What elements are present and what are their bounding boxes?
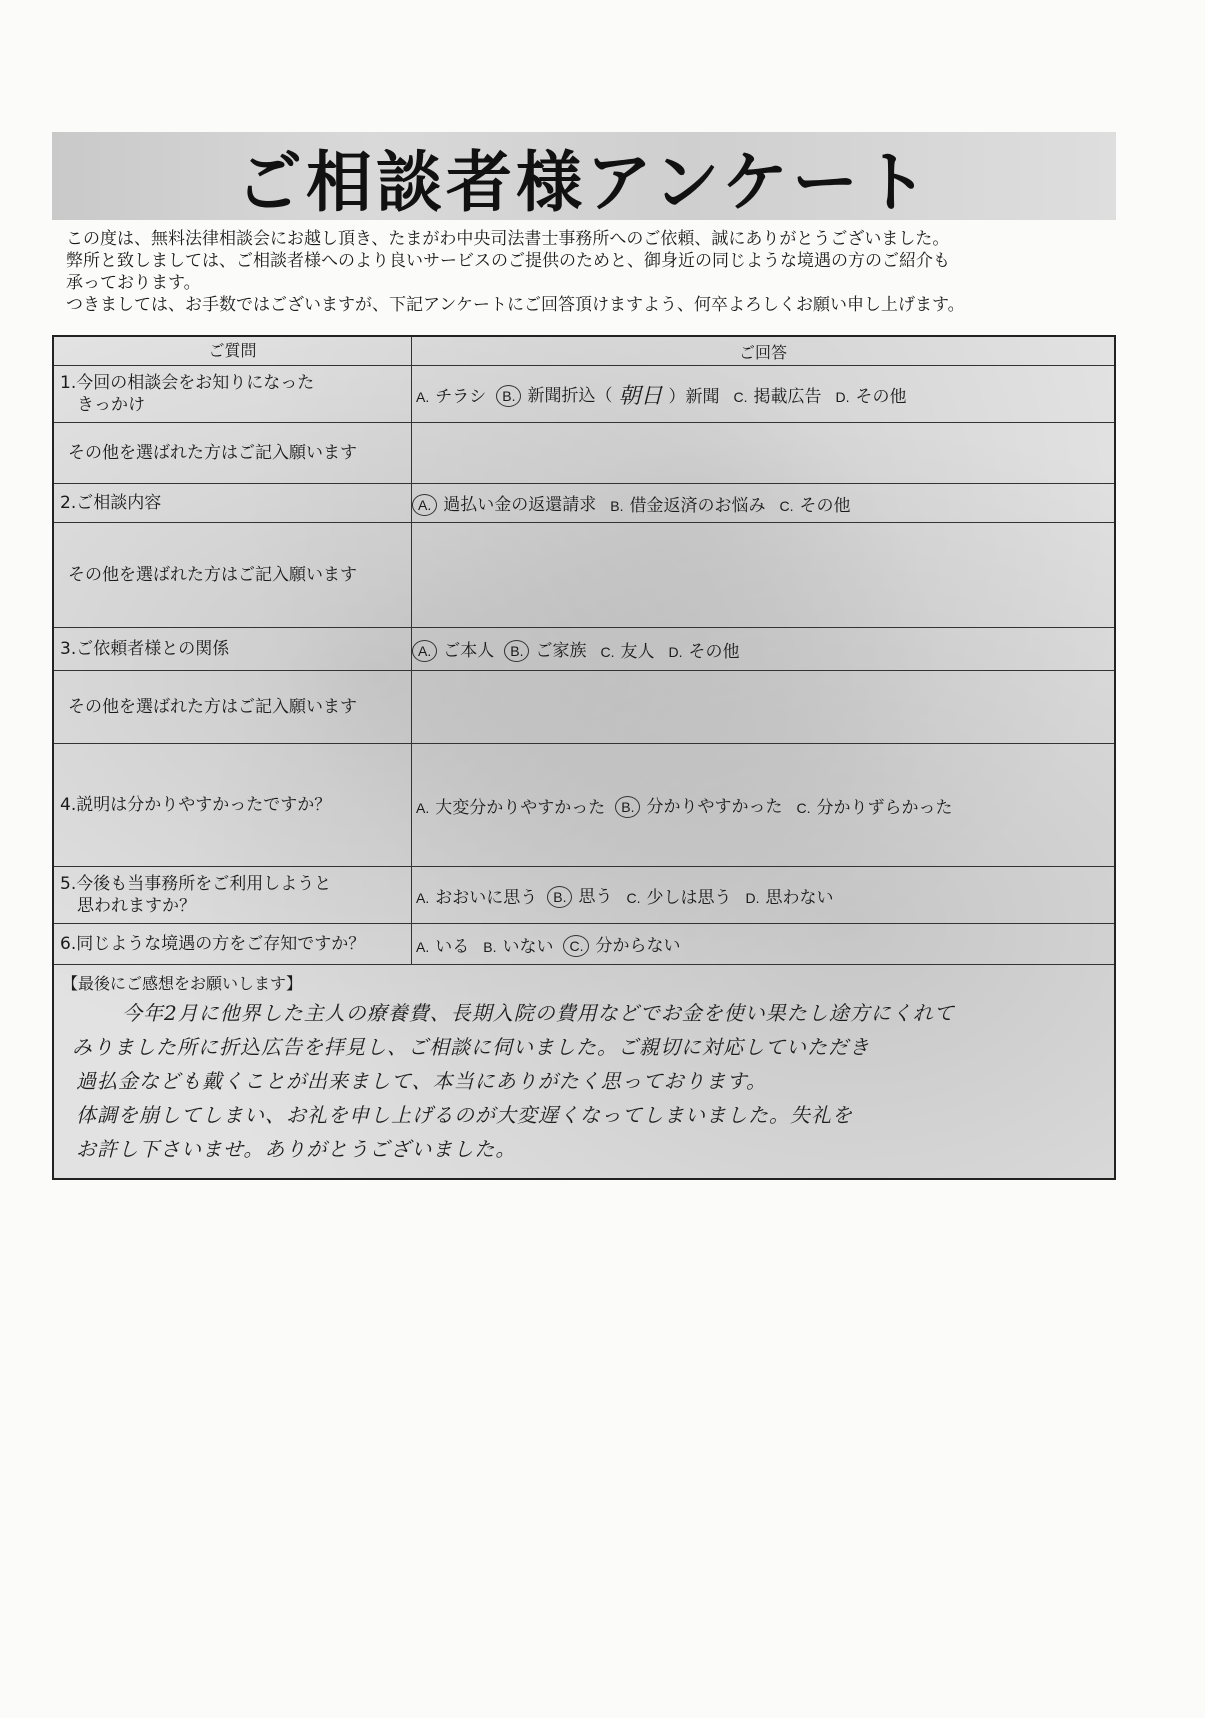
comment-line: みりました所に折込広告を拝見し、ご相談に伺いました。ご親切に対応していただき: [72, 1035, 870, 1059]
handwritten-newspaper-name: 朝日: [618, 383, 663, 409]
option-c[interactable]: C. 少しは思う: [626, 887, 732, 908]
option-d[interactable]: D. その他: [835, 386, 907, 407]
option-b[interactable]: B. いない: [483, 936, 554, 957]
comment-line: 体調を崩してしまい、お礼を申し上げるのが大変遅くなってしまいました。失礼を: [76, 1103, 853, 1127]
answer-3: [412, 628, 1114, 670]
comment-line: 過払金なども戴くことが出来まして、本当にありがたく思っております。: [76, 1069, 767, 1093]
option-c-selected[interactable]: C. 分からない: [567, 931, 680, 957]
other-prompt: その他を選ばれた方はご記入願います: [68, 565, 357, 585]
question-5-label: 5.今後も当事務所をご利用しようと: [60, 874, 332, 894]
question-3-label: 3.ご依頼者様との関係: [60, 639, 230, 659]
other-row-3: [54, 671, 1114, 744]
answer-2: [412, 484, 1114, 522]
option-a-selected[interactable]: A. 過払い金の返還請求: [416, 490, 596, 516]
option-a[interactable]: A. 大変分かりやすかった: [416, 797, 606, 818]
column-header-answer: ご回答: [738, 342, 787, 362]
question-row-5: [54, 867, 1114, 924]
comments-section: [54, 965, 1114, 1178]
answer-5: [412, 867, 1114, 923]
option-b-selected[interactable]: B. 新聞折込（: [500, 381, 612, 407]
option-c[interactable]: C. 掲載広告: [733, 386, 822, 407]
intro-line: 承っております。: [66, 273, 201, 293]
option-c[interactable]: C. 友人: [600, 641, 655, 662]
other-prompt: その他を選ばれた方はご記入願います: [68, 697, 357, 717]
title-band: [52, 132, 1116, 220]
comments-label: 【最後にご感想をお願いします】: [62, 974, 303, 993]
answer-6: [412, 924, 1114, 964]
column-header-question: ご質問: [208, 341, 257, 360]
question-5-label-cont: 思われますか？: [60, 896, 196, 916]
table-header: [54, 337, 1114, 366]
other-input-3[interactable]: [412, 671, 1114, 743]
other-input-1[interactable]: [412, 423, 1114, 483]
option-b-selected[interactable]: B. 分かりやすかった: [619, 792, 782, 818]
question-row-4: [54, 744, 1114, 867]
option-a-selected[interactable]: A. ご本人: [416, 636, 494, 662]
other-prompt: その他を選ばれた方はご記入願います: [68, 443, 357, 463]
option-b-suffix: ）新聞: [668, 386, 720, 407]
other-row-2: [54, 523, 1114, 628]
option-c[interactable]: C. その他: [779, 495, 851, 516]
question-2-label: 2.ご相談内容: [60, 493, 162, 513]
question-4-label: 4.説明は分かりやすかったですか？: [60, 795, 332, 815]
question-row-2: [54, 484, 1114, 523]
intro-line: この度は、無料法律相談会にお越し頂き、たまがわ中央司法書士事務所へのご依頼、誠にありがとうございました。: [66, 229, 950, 249]
answer-1: [412, 366, 1114, 422]
option-b-selected[interactable]: B. ご家族: [508, 636, 586, 662]
intro-line: つきましては、お手数ではございますが、下記アンケートにご回答頂けますよう、何卒よろしくお願い申し上げます。: [66, 295, 965, 315]
option-d[interactable]: D. 思わない: [745, 887, 834, 908]
option-b-selected[interactable]: B. 思う: [551, 882, 612, 908]
option-d[interactable]: D. その他: [668, 641, 740, 662]
question-row-6: [54, 924, 1114, 965]
option-a[interactable]: A. おおいに思う: [416, 887, 538, 908]
survey-table: [52, 335, 1116, 1180]
comment-line: お許し下さいませ。ありがとうございました。: [76, 1137, 517, 1161]
other-input-2[interactable]: [412, 523, 1114, 627]
comment-line: 今年2月に他界した主人の療養費、長期入院の費用などでお金を使い果たし途方にくれて: [122, 1001, 955, 1025]
option-a[interactable]: A. いる: [416, 936, 470, 957]
other-row-1: [54, 423, 1114, 484]
page-title: ご相談者様アンケート: [235, 143, 933, 221]
option-c[interactable]: C. 分かりずらかった: [796, 797, 953, 818]
question-row-3: [54, 628, 1114, 671]
handwritten-comments: [62, 996, 1106, 1166]
answer-4: [412, 744, 1114, 866]
question-1-label-cont: きっかけ: [60, 395, 145, 415]
option-b[interactable]: B. 借金返済のお悩み: [610, 495, 766, 516]
question-row-1: [54, 366, 1114, 423]
intro-line: 弊所と致しましては、ご相談者様へのより良いサービスのご提供のためと、御身近の同じような境遇の方のご紹介も: [66, 251, 950, 271]
intro-text: [66, 228, 1116, 316]
question-6-label: 6.同じような境遇の方をご存知ですか？: [60, 934, 366, 954]
option-a[interactable]: A. チラシ: [416, 386, 487, 407]
question-1-label: 1.今回の相談会をお知りになった: [60, 373, 315, 393]
